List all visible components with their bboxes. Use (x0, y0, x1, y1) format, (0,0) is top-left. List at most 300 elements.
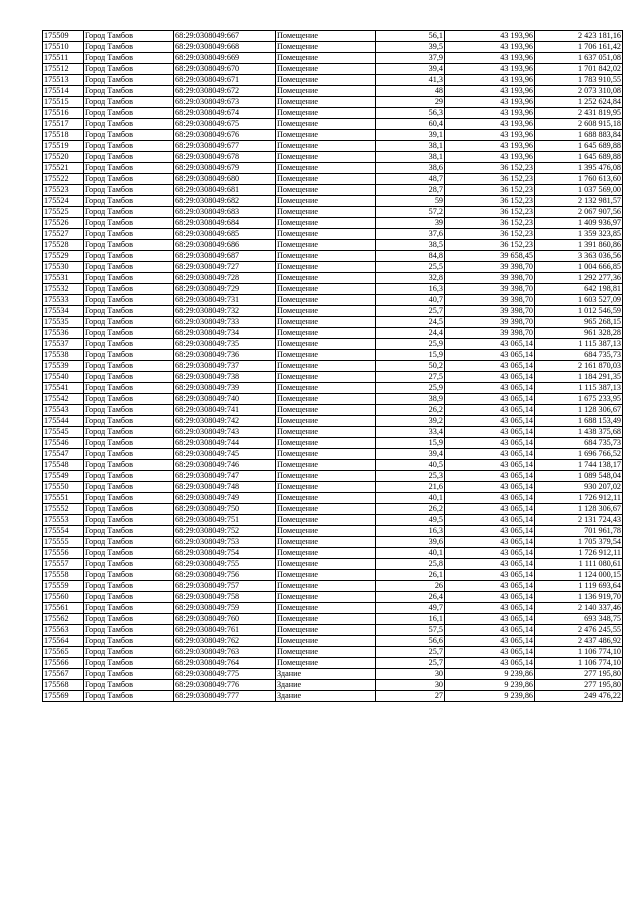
cadastral-value-cell: 1 128 306,67 (535, 405, 623, 416)
area-cell: 56,6 (376, 636, 445, 647)
table-row (43, 86, 623, 97)
area-cell: 40,5 (376, 460, 445, 471)
row-number-cell: 175567 (43, 669, 84, 680)
object-type-cell: Помещение (276, 185, 376, 196)
table-row (43, 680, 623, 691)
object-type-cell: Помещение (276, 526, 376, 537)
unit-value-cell: 43 065,14 (445, 537, 535, 548)
city-cell: Город Тамбов (84, 669, 174, 680)
cadastral-value-cell: 642 198,81 (535, 284, 623, 295)
area-cell: 39,6 (376, 537, 445, 548)
area-cell: 25,9 (376, 339, 445, 350)
cadastral-number-cell: 68:29:0308049:732 (174, 306, 276, 317)
cadastral-value-cell: 1 688 153,49 (535, 416, 623, 427)
object-type-cell: Помещение (276, 108, 376, 119)
unit-value-cell: 43 193,96 (445, 141, 535, 152)
table-row (43, 196, 623, 207)
cadastral-number-cell: 68:29:0308049:674 (174, 108, 276, 119)
cadastral-number-cell: 68:29:0308049:751 (174, 515, 276, 526)
area-cell: 24,5 (376, 317, 445, 328)
cadastral-value-cell: 277 195,80 (535, 680, 623, 691)
unit-value-cell: 43 065,14 (445, 383, 535, 394)
object-type-cell: Помещение (276, 548, 376, 559)
object-type-cell: Помещение (276, 141, 376, 152)
row-number-cell: 175545 (43, 427, 84, 438)
unit-value-cell: 43 065,14 (445, 482, 535, 493)
area-cell: 84,8 (376, 251, 445, 262)
city-cell: Город Тамбов (84, 64, 174, 75)
cadastral-value-cell: 930 207,02 (535, 482, 623, 493)
unit-value-cell: 9 239,86 (445, 680, 535, 691)
object-type-cell: Помещение (276, 482, 376, 493)
cadastral-value-cell: 2 140 337,46 (535, 603, 623, 614)
city-cell: Город Тамбов (84, 350, 174, 361)
table-row (43, 603, 623, 614)
row-number-cell: 175516 (43, 108, 84, 119)
unit-value-cell: 43 193,96 (445, 86, 535, 97)
row-number-cell: 175528 (43, 240, 84, 251)
area-cell: 48,7 (376, 174, 445, 185)
cadastral-number-cell: 68:29:0308049:761 (174, 625, 276, 636)
area-cell: 25,7 (376, 306, 445, 317)
table-row (43, 405, 623, 416)
cadastral-value-cell: 693 348,75 (535, 614, 623, 625)
cadastral-value-cell: 1 705 379,54 (535, 537, 623, 548)
city-cell: Город Тамбов (84, 141, 174, 152)
city-cell: Город Тамбов (84, 306, 174, 317)
unit-value-cell: 43 193,96 (445, 75, 535, 86)
city-cell: Город Тамбов (84, 559, 174, 570)
area-cell: 32,8 (376, 273, 445, 284)
city-cell: Город Тамбов (84, 515, 174, 526)
area-cell: 25,7 (376, 658, 445, 669)
city-cell: Город Тамбов (84, 581, 174, 592)
object-type-cell: Здание (276, 691, 376, 702)
object-type-cell: Помещение (276, 328, 376, 339)
row-number-cell: 175519 (43, 141, 84, 152)
row-number-cell: 175526 (43, 218, 84, 229)
cadastral-value-cell: 1 359 323,85 (535, 229, 623, 240)
unit-value-cell: 43 065,14 (445, 570, 535, 581)
object-type-cell: Помещение (276, 592, 376, 603)
table-body (43, 31, 623, 702)
unit-value-cell: 43 065,14 (445, 614, 535, 625)
row-number-cell: 175556 (43, 548, 84, 559)
row-number-cell: 175562 (43, 614, 84, 625)
city-cell: Город Тамбов (84, 31, 174, 42)
row-number-cell: 175546 (43, 438, 84, 449)
cadastral-value-cell: 1 391 860,86 (535, 240, 623, 251)
cadastral-number-cell: 68:29:0308049:758 (174, 592, 276, 603)
object-type-cell: Помещение (276, 449, 376, 460)
object-type-cell: Помещение (276, 460, 376, 471)
unit-value-cell: 9 239,86 (445, 669, 535, 680)
cadastral-number-cell: 68:29:0308049:746 (174, 460, 276, 471)
cadastral-number-cell: 68:29:0308049:685 (174, 229, 276, 240)
cadastral-number-cell: 68:29:0308049:756 (174, 570, 276, 581)
object-type-cell: Помещение (276, 152, 376, 163)
table-row (43, 317, 623, 328)
object-type-cell: Помещение (276, 581, 376, 592)
cadastral-value-cell: 1 115 387,13 (535, 383, 623, 394)
row-number-cell: 175537 (43, 339, 84, 350)
object-type-cell: Помещение (276, 317, 376, 328)
object-type-cell: Помещение (276, 251, 376, 262)
cadastral-value-cell: 1 706 161,42 (535, 42, 623, 53)
city-cell: Город Тамбов (84, 174, 174, 185)
city-cell: Город Тамбов (84, 284, 174, 295)
cadastral-value-cell: 2 423 181,16 (535, 31, 623, 42)
city-cell: Город Тамбов (84, 339, 174, 350)
unit-value-cell: 43 193,96 (445, 31, 535, 42)
table-row (43, 427, 623, 438)
row-number-cell: 175541 (43, 383, 84, 394)
cadastral-number-cell: 68:29:0308049:728 (174, 273, 276, 284)
unit-value-cell: 43 065,14 (445, 515, 535, 526)
cadastral-value-cell: 1 637 051,08 (535, 53, 623, 64)
cadastral-number-cell: 68:29:0308049:727 (174, 262, 276, 273)
object-type-cell: Помещение (276, 119, 376, 130)
unit-value-cell: 43 065,14 (445, 350, 535, 361)
cadastral-value-cell: 1 688 883,84 (535, 130, 623, 141)
area-cell: 21,6 (376, 482, 445, 493)
unit-value-cell: 43 193,96 (445, 119, 535, 130)
city-cell: Город Тамбов (84, 427, 174, 438)
unit-value-cell: 36 152,23 (445, 229, 535, 240)
city-cell: Город Тамбов (84, 97, 174, 108)
cadastral-number-cell: 68:29:0308049:680 (174, 174, 276, 185)
unit-value-cell: 36 152,23 (445, 218, 535, 229)
object-type-cell: Помещение (276, 636, 376, 647)
table-row (43, 504, 623, 515)
object-type-cell: Помещение (276, 471, 376, 482)
cadastral-value-cell: 1 111 080,61 (535, 559, 623, 570)
cadastral-number-cell: 68:29:0308049:668 (174, 42, 276, 53)
unit-value-cell: 39 398,70 (445, 328, 535, 339)
row-number-cell: 175523 (43, 185, 84, 196)
city-cell: Город Тамбов (84, 361, 174, 372)
unit-value-cell: 43 065,14 (445, 658, 535, 669)
table-row (43, 53, 623, 64)
city-cell: Город Тамбов (84, 251, 174, 262)
table-row (43, 328, 623, 339)
city-cell: Город Тамбов (84, 207, 174, 218)
area-cell: 16,1 (376, 614, 445, 625)
cadastral-number-cell: 68:29:0308049:753 (174, 537, 276, 548)
row-number-cell: 175515 (43, 97, 84, 108)
unit-value-cell: 43 065,14 (445, 427, 535, 438)
city-cell: Город Тамбов (84, 240, 174, 251)
cadastral-value-cell: 1 292 277,36 (535, 273, 623, 284)
unit-value-cell: 36 152,23 (445, 163, 535, 174)
object-type-cell: Помещение (276, 339, 376, 350)
unit-value-cell: 43 065,14 (445, 438, 535, 449)
cadastral-value-cell: 1 037 569,00 (535, 185, 623, 196)
table-row (43, 42, 623, 53)
cadastral-number-cell: 68:29:0308049:749 (174, 493, 276, 504)
area-cell: 38,1 (376, 141, 445, 152)
row-number-cell: 175563 (43, 625, 84, 636)
row-number-cell: 175544 (43, 416, 84, 427)
object-type-cell: Помещение (276, 174, 376, 185)
object-type-cell: Помещение (276, 284, 376, 295)
object-type-cell: Помещение (276, 262, 376, 273)
city-cell: Город Тамбов (84, 471, 174, 482)
object-type-cell: Помещение (276, 383, 376, 394)
area-cell: 57,2 (376, 207, 445, 218)
area-cell: 25,9 (376, 383, 445, 394)
area-cell: 37,9 (376, 53, 445, 64)
object-type-cell: Помещение (276, 42, 376, 53)
table-row (43, 350, 623, 361)
document-page (42, 30, 622, 702)
table-row (43, 163, 623, 174)
area-cell: 39,2 (376, 416, 445, 427)
table-row (43, 251, 623, 262)
city-cell: Город Тамбов (84, 229, 174, 240)
cadastral-value-cell: 701 961,78 (535, 526, 623, 537)
cadastral-value-cell: 1 136 919,70 (535, 592, 623, 603)
table-row (43, 559, 623, 570)
cadastral-number-cell: 68:29:0308049:777 (174, 691, 276, 702)
row-number-cell: 175547 (43, 449, 84, 460)
cadastral-number-cell: 68:29:0308049:748 (174, 482, 276, 493)
unit-value-cell: 43 065,14 (445, 526, 535, 537)
table-row (43, 669, 623, 680)
row-number-cell: 175554 (43, 526, 84, 537)
cadastral-number-cell: 68:29:0308049:681 (174, 185, 276, 196)
cadastral-number-cell: 68:29:0308049:683 (174, 207, 276, 218)
object-type-cell: Помещение (276, 614, 376, 625)
object-type-cell: Здание (276, 669, 376, 680)
city-cell: Город Тамбов (84, 504, 174, 515)
row-number-cell: 175533 (43, 295, 84, 306)
unit-value-cell: 36 152,23 (445, 207, 535, 218)
object-type-cell: Помещение (276, 130, 376, 141)
cadastral-number-cell: 68:29:0308049:687 (174, 251, 276, 262)
table-row (43, 361, 623, 372)
cadastral-value-cell: 1 012 546,59 (535, 306, 623, 317)
cadastral-value-cell: 2 131 724,43 (535, 515, 623, 526)
city-cell: Город Тамбов (84, 647, 174, 658)
city-cell: Город Тамбов (84, 614, 174, 625)
cadastral-number-cell: 68:29:0308049:737 (174, 361, 276, 372)
city-cell: Город Тамбов (84, 449, 174, 460)
cadastral-value-cell: 2 132 981,57 (535, 196, 623, 207)
area-cell: 38,6 (376, 163, 445, 174)
row-number-cell: 175566 (43, 658, 84, 669)
row-number-cell: 175522 (43, 174, 84, 185)
object-type-cell: Помещение (276, 64, 376, 75)
city-cell: Город Тамбов (84, 196, 174, 207)
city-cell: Город Тамбов (84, 416, 174, 427)
cadastral-number-cell: 68:29:0308049:672 (174, 86, 276, 97)
unit-value-cell: 43 065,14 (445, 372, 535, 383)
unit-value-cell: 43 193,96 (445, 152, 535, 163)
unit-value-cell: 43 065,14 (445, 394, 535, 405)
cadastral-number-cell: 68:29:0308049:741 (174, 405, 276, 416)
area-cell: 16,3 (376, 526, 445, 537)
city-cell: Город Тамбов (84, 636, 174, 647)
unit-value-cell: 43 065,14 (445, 361, 535, 372)
object-type-cell: Помещение (276, 218, 376, 229)
row-number-cell: 175553 (43, 515, 84, 526)
cadastral-number-cell: 68:29:0308049:675 (174, 119, 276, 130)
table-row (43, 207, 623, 218)
cadastral-number-cell: 68:29:0308049:763 (174, 647, 276, 658)
row-number-cell: 175561 (43, 603, 84, 614)
table-row (43, 108, 623, 119)
unit-value-cell: 39 398,70 (445, 262, 535, 273)
unit-value-cell: 43 193,96 (445, 97, 535, 108)
cadastral-value-cell: 1 395 476,08 (535, 163, 623, 174)
city-cell: Город Тамбов (84, 273, 174, 284)
city-cell: Город Тамбов (84, 317, 174, 328)
unit-value-cell: 43 065,14 (445, 581, 535, 592)
area-cell: 39,5 (376, 42, 445, 53)
cadastral-value-cell: 1 675 233,95 (535, 394, 623, 405)
table-row (43, 515, 623, 526)
object-type-cell: Помещение (276, 603, 376, 614)
cadastral-value-cell: 1 184 291,35 (535, 372, 623, 383)
city-cell: Город Тамбов (84, 548, 174, 559)
row-number-cell: 175520 (43, 152, 84, 163)
row-number-cell: 175569 (43, 691, 84, 702)
area-cell: 56,1 (376, 31, 445, 42)
row-number-cell: 175548 (43, 460, 84, 471)
cadastral-value-cell: 2 161 870,03 (535, 361, 623, 372)
area-cell: 39,1 (376, 130, 445, 141)
city-cell: Город Тамбов (84, 537, 174, 548)
cadastral-value-cell: 1 744 138,17 (535, 460, 623, 471)
unit-value-cell: 43 193,96 (445, 108, 535, 119)
object-type-cell: Помещение (276, 570, 376, 581)
table-row (43, 438, 623, 449)
area-cell: 49,5 (376, 515, 445, 526)
area-cell: 30 (376, 669, 445, 680)
cadastral-value-cell: 684 735,73 (535, 350, 623, 361)
cadastral-value-cell: 1 701 842,02 (535, 64, 623, 75)
city-cell: Город Тамбов (84, 372, 174, 383)
area-cell: 49,7 (376, 603, 445, 614)
cadastral-number-cell: 68:29:0308049:679 (174, 163, 276, 174)
unit-value-cell: 43 065,14 (445, 504, 535, 515)
object-type-cell: Помещение (276, 163, 376, 174)
row-number-cell: 175543 (43, 405, 84, 416)
table-row (43, 75, 623, 86)
unit-value-cell: 43 065,14 (445, 339, 535, 350)
table-row (43, 691, 623, 702)
city-cell: Город Тамбов (84, 383, 174, 394)
area-cell: 59 (376, 196, 445, 207)
area-cell: 26,2 (376, 504, 445, 515)
cadastral-value-cell: 1 645 689,88 (535, 152, 623, 163)
table-row (43, 372, 623, 383)
table-row (43, 273, 623, 284)
area-cell: 38,1 (376, 152, 445, 163)
city-cell: Город Тамбов (84, 460, 174, 471)
object-type-cell: Помещение (276, 537, 376, 548)
cadastral-number-cell: 68:29:0308049:750 (174, 504, 276, 515)
city-cell: Город Тамбов (84, 482, 174, 493)
table-row (43, 658, 623, 669)
cadastral-value-cell: 1 124 000,15 (535, 570, 623, 581)
unit-value-cell: 39 658,45 (445, 251, 535, 262)
row-number-cell: 175555 (43, 537, 84, 548)
table-row (43, 493, 623, 504)
cadastral-number-cell: 68:29:0308049:733 (174, 317, 276, 328)
city-cell: Город Тамбов (84, 86, 174, 97)
row-number-cell: 175539 (43, 361, 84, 372)
area-cell: 40,1 (376, 548, 445, 559)
city-cell: Город Тамбов (84, 394, 174, 405)
area-cell: 27,5 (376, 372, 445, 383)
cadastral-number-cell: 68:29:0308049:776 (174, 680, 276, 691)
object-type-cell: Помещение (276, 229, 376, 240)
unit-value-cell: 39 398,70 (445, 317, 535, 328)
table-row (43, 64, 623, 75)
unit-value-cell: 43 065,14 (445, 548, 535, 559)
cadastral-value-cell: 1 726 912,11 (535, 548, 623, 559)
cadastral-number-cell: 68:29:0308049:738 (174, 372, 276, 383)
row-number-cell: 175558 (43, 570, 84, 581)
row-number-cell: 175560 (43, 592, 84, 603)
city-cell: Город Тамбов (84, 53, 174, 64)
object-type-cell: Помещение (276, 350, 376, 361)
row-number-cell: 175536 (43, 328, 84, 339)
city-cell: Город Тамбов (84, 130, 174, 141)
cadastral-number-cell: 68:29:0308049:735 (174, 339, 276, 350)
area-cell: 15,9 (376, 438, 445, 449)
object-type-cell: Помещение (276, 658, 376, 669)
row-number-cell: 175512 (43, 64, 84, 75)
cadastral-value-cell: 249 476,22 (535, 691, 623, 702)
area-cell: 40,1 (376, 493, 445, 504)
city-cell: Город Тамбов (84, 405, 174, 416)
unit-value-cell: 43 065,14 (445, 493, 535, 504)
table-row (43, 526, 623, 537)
area-cell: 38,9 (376, 394, 445, 405)
unit-value-cell: 43 193,96 (445, 53, 535, 64)
unit-value-cell: 43 193,96 (445, 42, 535, 53)
cadastral-value-cell: 1 760 613,60 (535, 174, 623, 185)
area-cell: 25,7 (376, 647, 445, 658)
city-cell: Город Тамбов (84, 680, 174, 691)
cadastral-value-cell: 1 603 527,09 (535, 295, 623, 306)
object-type-cell: Помещение (276, 372, 376, 383)
cadastral-value-cell: 1 004 666,85 (535, 262, 623, 273)
table-row (43, 262, 623, 273)
cadastral-value-cell: 1 645 689,88 (535, 141, 623, 152)
object-type-cell: Помещение (276, 427, 376, 438)
city-cell: Город Тамбов (84, 438, 174, 449)
cadastral-value-cell: 1 106 774,10 (535, 658, 623, 669)
cadastral-number-cell: 68:29:0308049:736 (174, 350, 276, 361)
table-row (43, 141, 623, 152)
area-cell: 37,6 (376, 229, 445, 240)
city-cell: Город Тамбов (84, 592, 174, 603)
unit-value-cell: 43 193,96 (445, 130, 535, 141)
city-cell: Город Тамбов (84, 295, 174, 306)
area-cell: 25,3 (376, 471, 445, 482)
table-row (43, 339, 623, 350)
table-row (43, 482, 623, 493)
unit-value-cell: 36 152,23 (445, 196, 535, 207)
cadastral-number-cell: 68:29:0308049:740 (174, 394, 276, 405)
area-cell: 25,5 (376, 262, 445, 273)
object-type-cell: Помещение (276, 493, 376, 504)
cadastral-value-cell: 1 119 693,64 (535, 581, 623, 592)
